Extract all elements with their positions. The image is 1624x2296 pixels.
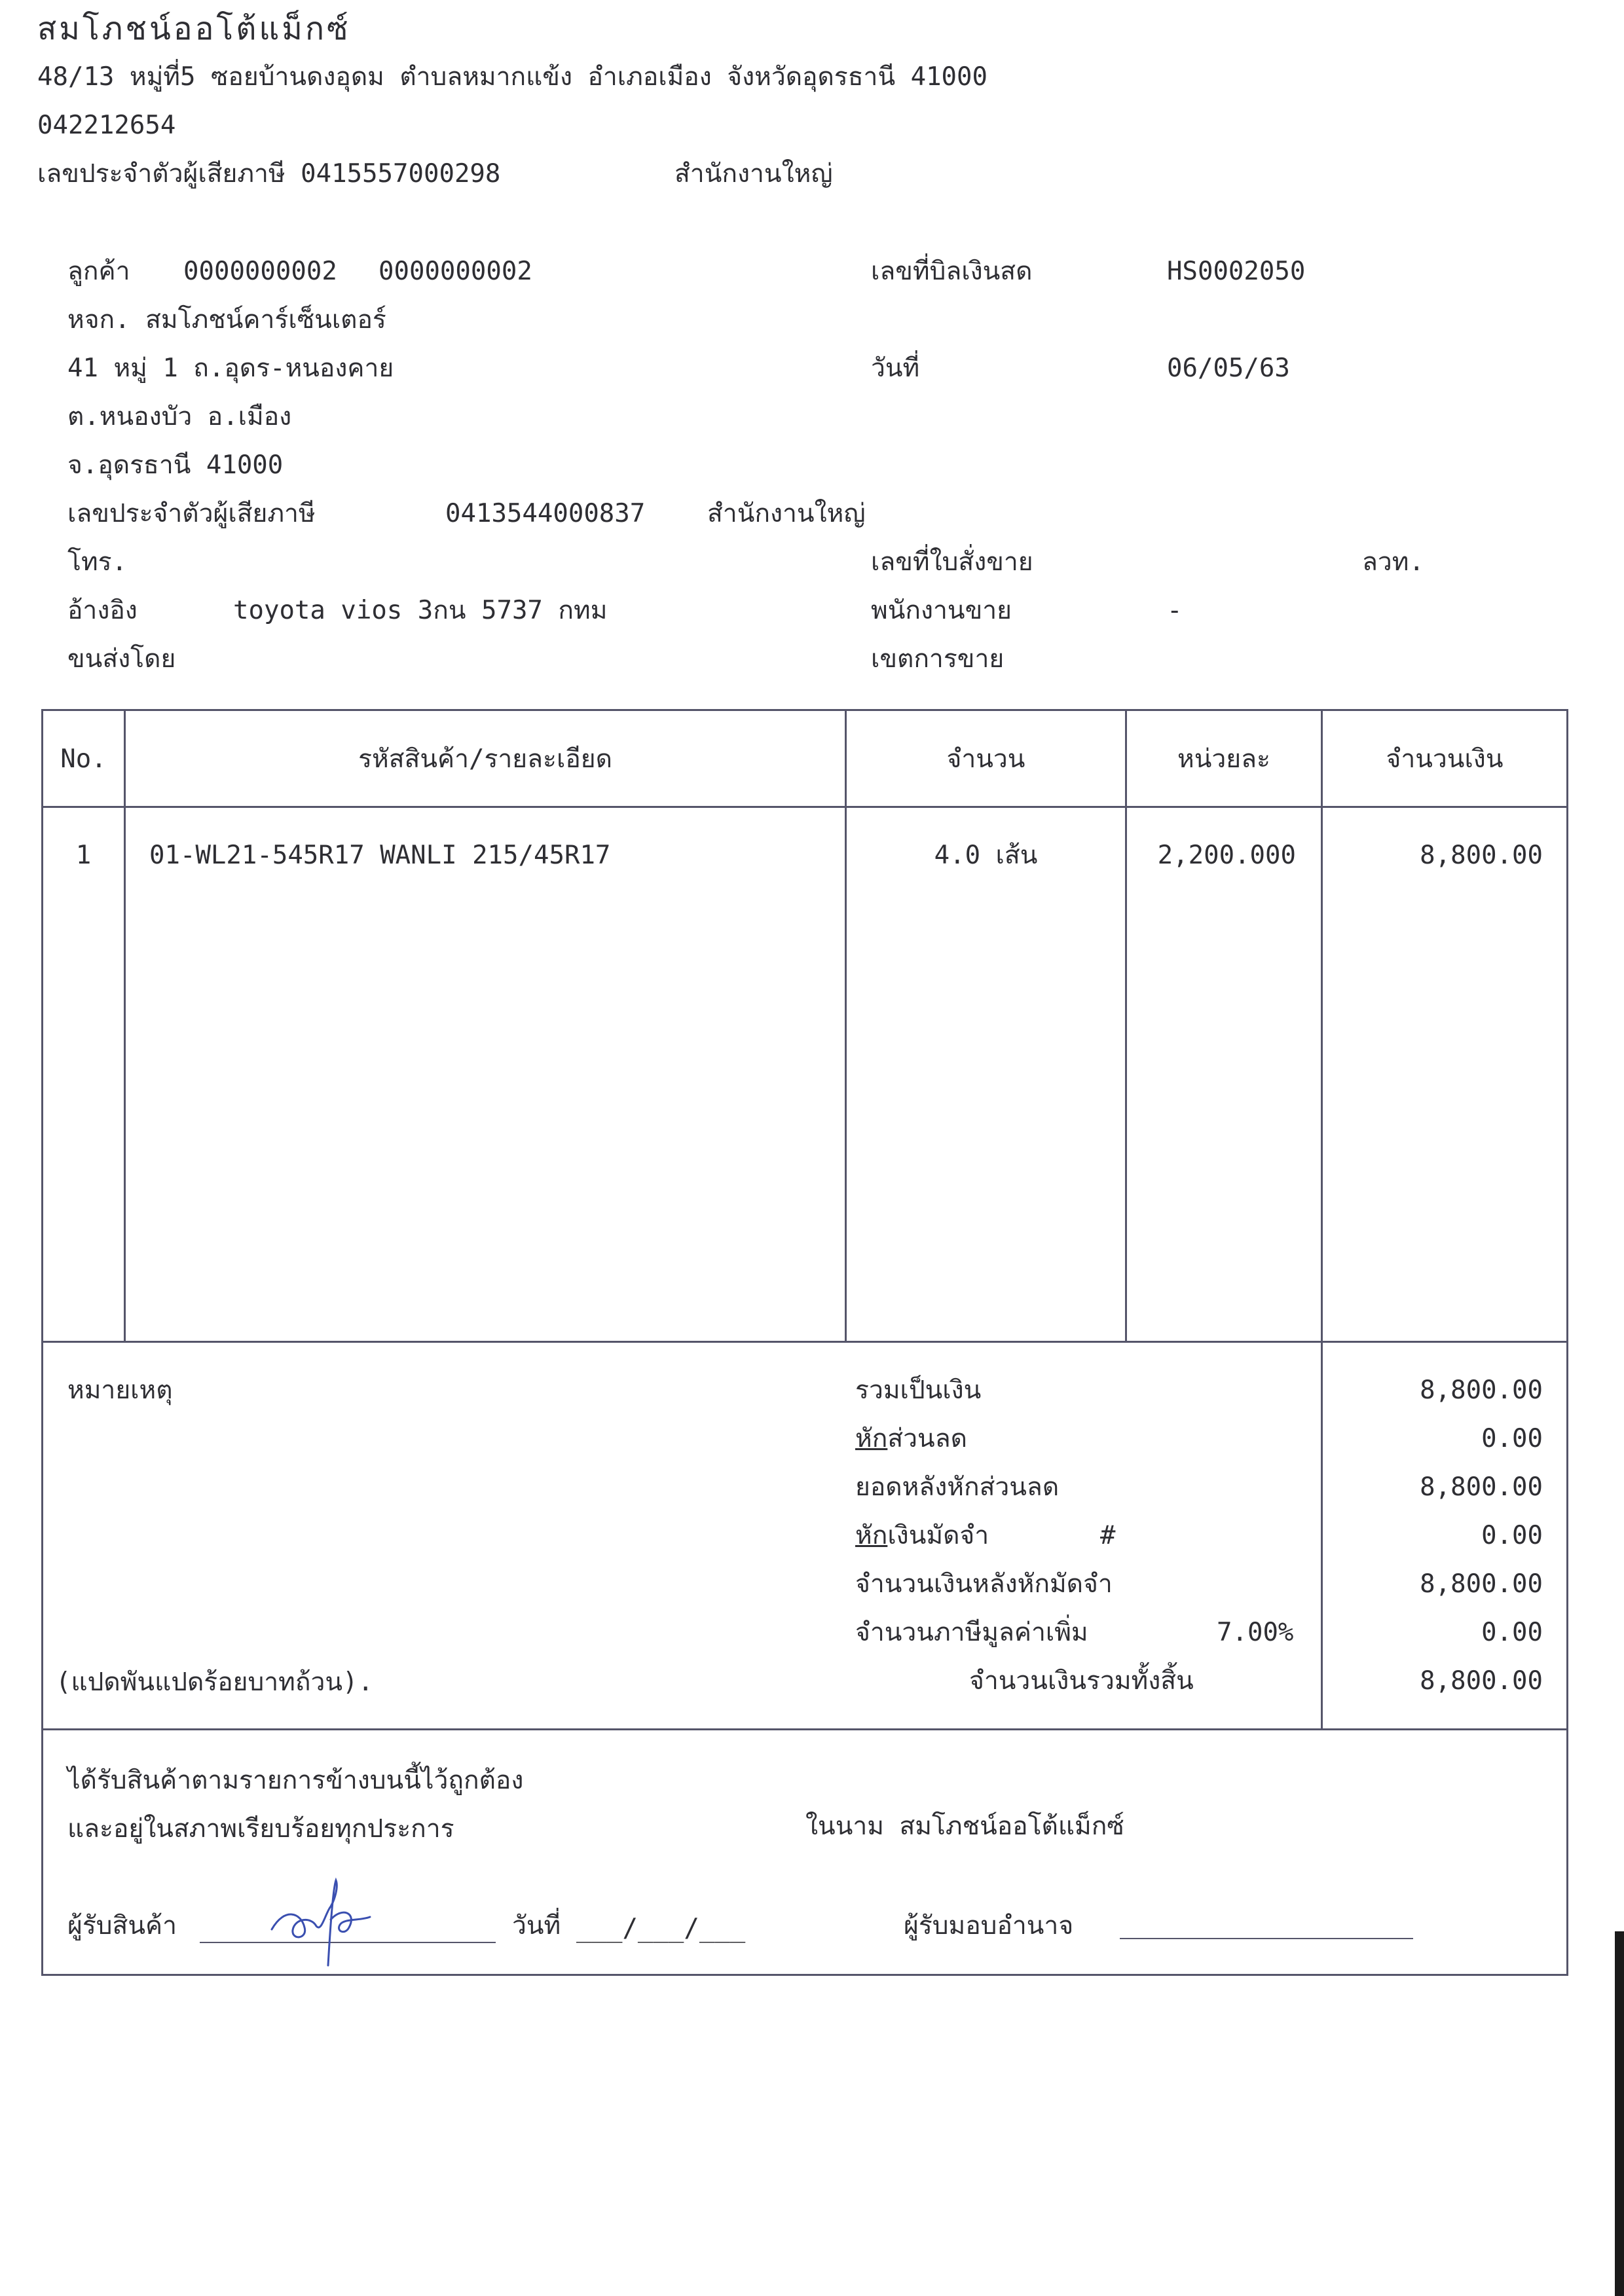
company-tax-id: เลขประจำตัวผู้เสียภาษี 0415557000298: [37, 159, 501, 189]
sales-area-label: เขตการขาย: [871, 644, 1005, 674]
authorized-label: ผู้รับมอบอำนาจ: [904, 1911, 1074, 1941]
bill-no: HS0002050: [1167, 257, 1306, 286]
salesperson-label: พนักงานขาย: [871, 596, 1012, 625]
header-amount: จำนวนเงิน: [1386, 744, 1504, 774]
col-line-2: [845, 709, 847, 1342]
row-amount: 8,800.00: [1420, 841, 1543, 870]
date-label: วันที่: [871, 354, 920, 383]
received-statement-2: และอยู่ในสภาพเรียบร้อยทุกประการ: [67, 1814, 454, 1844]
header-divider: [41, 806, 1568, 808]
subtotal-value: 8,800.00: [1420, 1376, 1543, 1405]
customer-branch: สำนักงานใหญ่: [707, 499, 866, 528]
customer-code-2: 0000000002: [378, 257, 532, 286]
vat-rate: 7.00%: [1217, 1618, 1294, 1647]
grand-total-value: 8,800.00: [1420, 1666, 1543, 1696]
reference-value: toyota vios 3กน 5737 กทม: [233, 596, 608, 625]
col-line-3: [1125, 709, 1127, 1342]
salesperson-value: -: [1167, 596, 1183, 625]
subtotal-label: รวมเป็นเงิน: [855, 1376, 982, 1405]
authorized-signature-line: [1120, 1938, 1413, 1939]
discount-label: หักส่วนลด: [855, 1424, 967, 1453]
customer-label: ลูกค้า: [67, 257, 130, 286]
customer-code: 0000000002: [183, 257, 337, 286]
reference-label: อ้างอิง: [67, 596, 138, 625]
customer-name: หจก. สมโภชน์คาร์เซ็นเตอร์: [67, 305, 386, 335]
received-statement-1: ได้รับสินค้าตามรายการข้างบนนี้ไว้ถูกต้อง: [67, 1766, 524, 1795]
customer-address-1: 41 หมู่ 1 ถ.อุดร-หนองคาย: [67, 354, 394, 383]
deposit-value: 0.00: [1481, 1521, 1543, 1550]
shipping-label: ขนส่งโดย: [67, 644, 176, 674]
scan-edge-shadow: [1615, 1931, 1624, 2296]
after-deposit-value: 8,800.00: [1420, 1569, 1543, 1599]
receiver-signature: [265, 1867, 383, 1972]
items-bottom-divider: [41, 1341, 1568, 1343]
after-deposit-label: จำนวนเงินหลังหักมัดจำ: [855, 1569, 1113, 1599]
receive-date-label: วันที่: [512, 1911, 561, 1941]
after-discount-label: ยอดหลังหักส่วนลด: [855, 1472, 1060, 1502]
vat-value: 0.00: [1481, 1618, 1543, 1647]
amount-in-words: (แปดพันแปดร้อยบาทถ้วน).: [56, 1667, 374, 1697]
vat-label: จำนวนภาษีมูลค่าเพิ่ม: [855, 1618, 1088, 1647]
col-line-1: [124, 709, 126, 1342]
row-quantity: 4.0 เส้น: [934, 841, 1038, 870]
summary-bottom-divider: [41, 1728, 1568, 1730]
row-description: 01-WL21-545R17 WANLI 215/45R17: [149, 841, 611, 870]
header-unit-price: หน่วยละ: [1177, 744, 1270, 774]
on-behalf-of: ในนาม สมโภชน์ออโต้แม็กซ์: [805, 1812, 1124, 1841]
document-date: 06/05/63: [1167, 354, 1290, 383]
after-discount-value: 8,800.00: [1420, 1472, 1543, 1502]
company-name: สมโภชน์ออโต้แม็กซ์: [37, 10, 351, 47]
receiver-label: ผู้รับสินค้า: [67, 1911, 177, 1941]
phone-label: โทร.: [67, 547, 128, 577]
bill-no-label: เลขที่บิลเงินสด: [871, 257, 1033, 286]
customer-tax-label: เลขประจำตัวผู้เสียภาษี: [67, 499, 316, 528]
customer-tax-id: 0413544000837: [445, 499, 646, 528]
company-branch: สำนักงานใหญ่: [674, 159, 833, 189]
header-description: รหัสสินค้า/รายละเอียด: [358, 744, 612, 774]
deposit-label: หักเงินมัดจำ: [855, 1521, 989, 1550]
customer-address-3: จ.อุดรธานี 41000: [67, 450, 284, 480]
sales-order-label: เลขที่ใบสั่งขาย: [871, 547, 1033, 577]
company-phone: 042212654: [37, 111, 176, 140]
header-no: No.: [60, 744, 107, 774]
deposit-ref: #: [1100, 1521, 1116, 1550]
grand-total-label: จำนวนเงินรวมทั้งสิ้น: [969, 1666, 1194, 1696]
receive-date-blank: ___/___/___: [576, 1914, 746, 1943]
row-unit-price: 2,200.000: [1157, 841, 1296, 870]
company-address: 48/13 หมู่ที่5 ซอยบ้านดงอุดม ตำบลหมากแข้ง อำเภอเมือง จังหวัดอุดรธานี 41000: [37, 62, 987, 92]
remark-label: หมายเหตุ: [67, 1376, 173, 1405]
customer-address-2: ต.หนองบัว อ.เมือง: [67, 402, 292, 431]
discount-value: 0.00: [1481, 1424, 1543, 1453]
header-quantity: จำนวน: [946, 744, 1025, 774]
sales-order-value: ลวท.: [1362, 547, 1424, 577]
row-no: 1: [75, 841, 92, 870]
